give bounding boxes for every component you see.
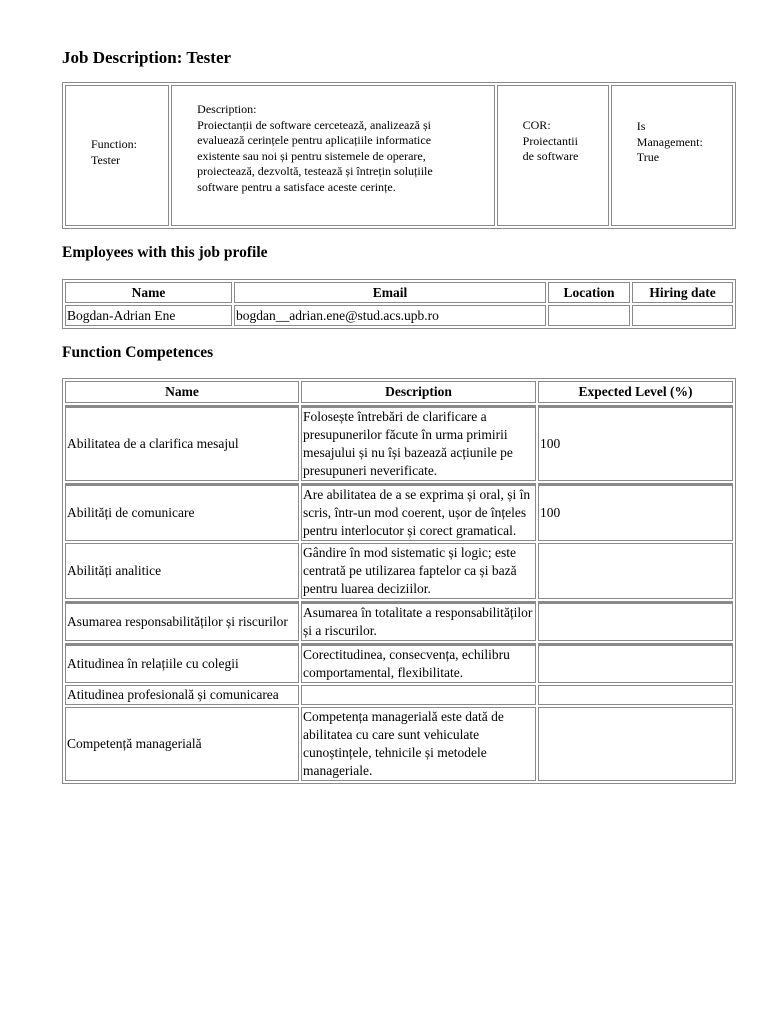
table-header-row — [65, 282, 733, 303]
competence-description: Are abilitatea de a se exprima și oral, și în scris, într-un mod coerent, ușor de înțeles pentru interlocutor și corect gramatical. — [301, 483, 536, 541]
employees-table — [62, 279, 736, 329]
competence-name: Abilitatea de a clarifica mesajul — [65, 405, 299, 481]
description-cell — [171, 85, 494, 226]
management-cell — [611, 85, 733, 226]
column-header-name: Name — [65, 381, 299, 403]
employees-heading: Employees with this job profile — [62, 244, 268, 261]
competence-description: Competența managerială este dată de abilitatea cu care sunt vehiculate cunoștințele, tehnicile și metodele manageriale. — [301, 707, 536, 781]
description-label: Description: — [197, 102, 257, 116]
competence-level — [538, 643, 733, 683]
competence-name: Atitudinea profesională și comunicarea — [65, 685, 299, 705]
column-header-description: Description — [301, 381, 536, 403]
column-header-email: Email — [234, 282, 546, 303]
competence-description — [301, 685, 536, 705]
competence-name: Asumarea responsabilităților și riscurilor — [65, 601, 299, 641]
job-description-table — [62, 82, 736, 229]
table-row — [65, 707, 733, 781]
management-label: Is Management: — [636, 119, 703, 149]
competence-name: Abilități analitice — [65, 543, 299, 599]
column-header-location: Location — [548, 282, 630, 303]
competences-table — [62, 378, 736, 784]
employee-name: Bogdan-Adrian Ene — [65, 305, 232, 326]
competence-description: Asumarea în totalitate a responsabilităților și a riscurilor. — [301, 601, 536, 641]
table-row — [65, 601, 733, 641]
column-header-expected-level: Expected Level (%) — [538, 381, 733, 403]
table-row — [65, 685, 733, 705]
page-title: Job Description: Tester — [62, 48, 232, 67]
competence-description: Folosește întrebări de clarificare a presupunerilor făcute în urma primirii mesajului și nu își bazează acțiunile pe presupuneri neverificate. — [301, 405, 536, 481]
table-header-row — [65, 381, 733, 403]
competence-name: Atitudinea în relațiile cu colegii — [65, 643, 299, 683]
competence-name: Competență managerială — [65, 707, 299, 781]
competence-level — [538, 707, 733, 781]
employee-location — [548, 305, 630, 326]
cor-value: Proiectantii de software — [522, 133, 579, 164]
cor-cell — [497, 85, 609, 226]
table-row — [65, 483, 733, 541]
function-label: Function: — [91, 137, 138, 151]
competence-level: 100 — [538, 405, 733, 481]
table-row — [65, 405, 733, 481]
competence-level — [538, 685, 733, 705]
management-value: True — [636, 150, 660, 165]
competence-level — [538, 601, 733, 641]
competence-level: 100 — [538, 483, 733, 541]
column-header-hiring-date: Hiring date — [632, 282, 733, 303]
competences-heading: Function Competences — [62, 344, 214, 361]
competence-description: Gândire în mod sistematic și logic; este centrată pe utilizarea faptelor ca și bază pentru luarea deciziilor. — [301, 543, 536, 599]
column-header-name: Name — [65, 282, 232, 303]
employee-email: bogdan__adrian.ene@stud.acs.upb.ro — [234, 305, 546, 326]
competence-description: Corectitudinea, consecvența, echilibru comportamental, flexibilitate. — [301, 643, 536, 683]
table-row — [65, 543, 733, 599]
cor-label: COR: — [522, 118, 551, 133]
employee-hiring-date — [632, 305, 733, 326]
table-row — [65, 305, 733, 326]
function-cell — [65, 85, 169, 226]
description-text: Proiectanții de software cercetează, analizează și evaluează cerințele pentru aplicațiile informatice existente sau noi și pentru sistemele de operare, proiectează, dezvoltă, testează și întrețin soluțiile software pentru a satisface aceste cerințe. — [197, 117, 433, 194]
competence-level — [538, 543, 733, 599]
table-row — [65, 643, 733, 683]
competence-name: Abilități de comunicare — [65, 483, 299, 541]
function-value: Tester — [91, 152, 121, 167]
